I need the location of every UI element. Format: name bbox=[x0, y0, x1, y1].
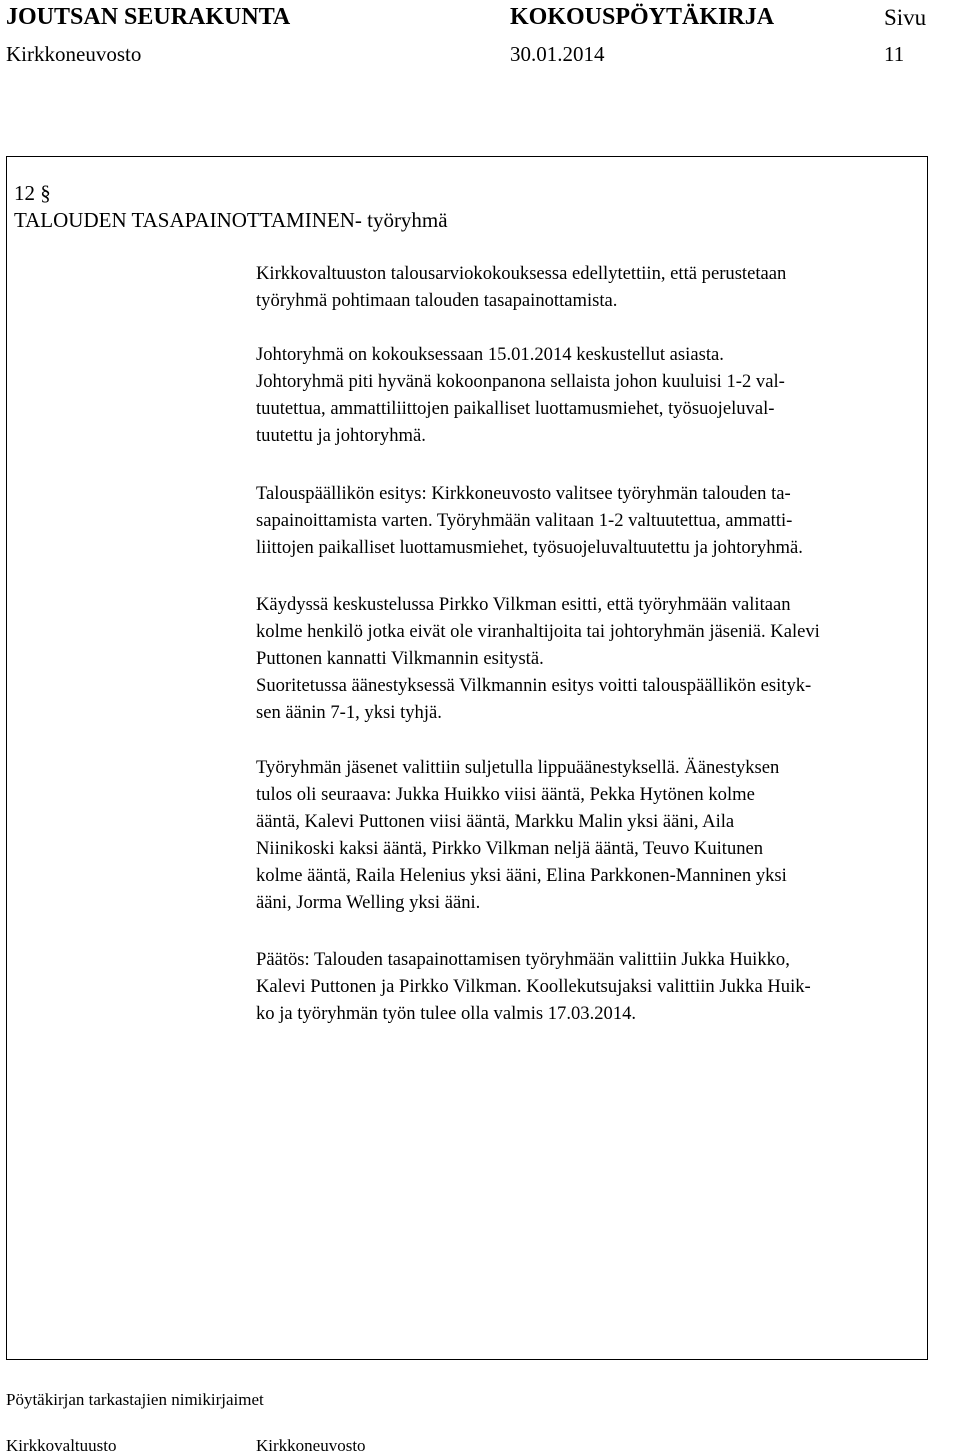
section-number: 12 § bbox=[14, 181, 51, 205]
paragraph-decision: Päätös: Talouden tasapainottamisen työryhmään valittiin Jukka Huikko, Kalevi Puttonen ja Pirkko Vilkman. Koollekutsujaksi valittiin Jukka Huik- ko ja työryhmän työn tulee olla valmis 17.03.2014. bbox=[256, 949, 811, 1024]
page-label: Sivu bbox=[884, 5, 927, 30]
paragraph-intro: Kirkkovaltuuston talousarviokokouksessa edellytettiin, että perustetaan työryhmä pohtimaan talouden tasapainottamista. bbox=[256, 263, 787, 311]
signatures-label: Pöytäkirjan tarkastajien nimikirjaimet bbox=[6, 1390, 264, 1409]
footer-right-body: Kirkkoneuvosto bbox=[256, 1436, 366, 1455]
paragraph-vote-results: Työryhmän jäsenet valittiin suljetulla lippuäänestyksellä. Äänestyksen tulos oli seuraava: Jukka Huikko viisi ääntä, Pekka Hytönen kolme ääntä, Kalevi Puttonen viisi ääntä, Markku Malin yksi ääni, Aila Niinikoski kaksi ääntä, Pirkko Vilkman neljä ääntä, Teuvo Kuitunen kolme ääntä, Raila Helenius yksi ääni, Elina Parkkonen-Manninen yksi ääni, Jorma Welling yksi ääni. bbox=[256, 757, 787, 913]
page-number: 11 bbox=[884, 42, 905, 66]
organization-name: JOUTSAN SEURAKUNTA bbox=[6, 4, 291, 30]
meeting-body: Kirkkoneuvosto bbox=[6, 42, 142, 66]
document-type: KOKOUSPÖYTÄKIRJA bbox=[510, 4, 775, 30]
paragraph-discussion: Käydyssä keskustelussa Pirkko Vilkman esitti, että työryhmään valitaan kolme henkilö jotka eivät ole viranhaltijoita tai johtoryhmän jäseniä. Kalevi Puttonen kannatti Vilkmannin esitystä. Suoritetussa äänestyksessä Vilkmannin esitys voitti talouspäällikön esityk- sen äänin 7-1, yksi tyhjä. bbox=[256, 594, 820, 723]
meeting-date: 30.01.2014 bbox=[510, 42, 605, 66]
section-title: TALOUDEN TASAPAINOTTAMINEN- työryhmä bbox=[14, 208, 448, 232]
paragraph-proposal: Talouspäällikön esitys: Kirkkoneuvosto valitsee työryhmän talouden ta- sapainoittamista varten. Työryhmään valitaan 1-2 valtuutettua, ammatti- liittojen paikalliset luottamusmiehet, työsuojeluvaltuutettu ja johtoryhmä. bbox=[256, 483, 803, 558]
paragraph-management-group: Johtoryhmä on kokouksessaan 15.01.2014 keskustellut asiasta. Johtoryhmä piti hyvänä kokoonpanona sellaista johon kuuluisi 1-2 val- tuutettua, ammattiliittojen paikalliset luottamusmiehet, työsuojeluval- tuutettu ja johtoryhmä. bbox=[256, 344, 785, 446]
footer-left-body: Kirkkovaltuusto bbox=[6, 1436, 117, 1455]
